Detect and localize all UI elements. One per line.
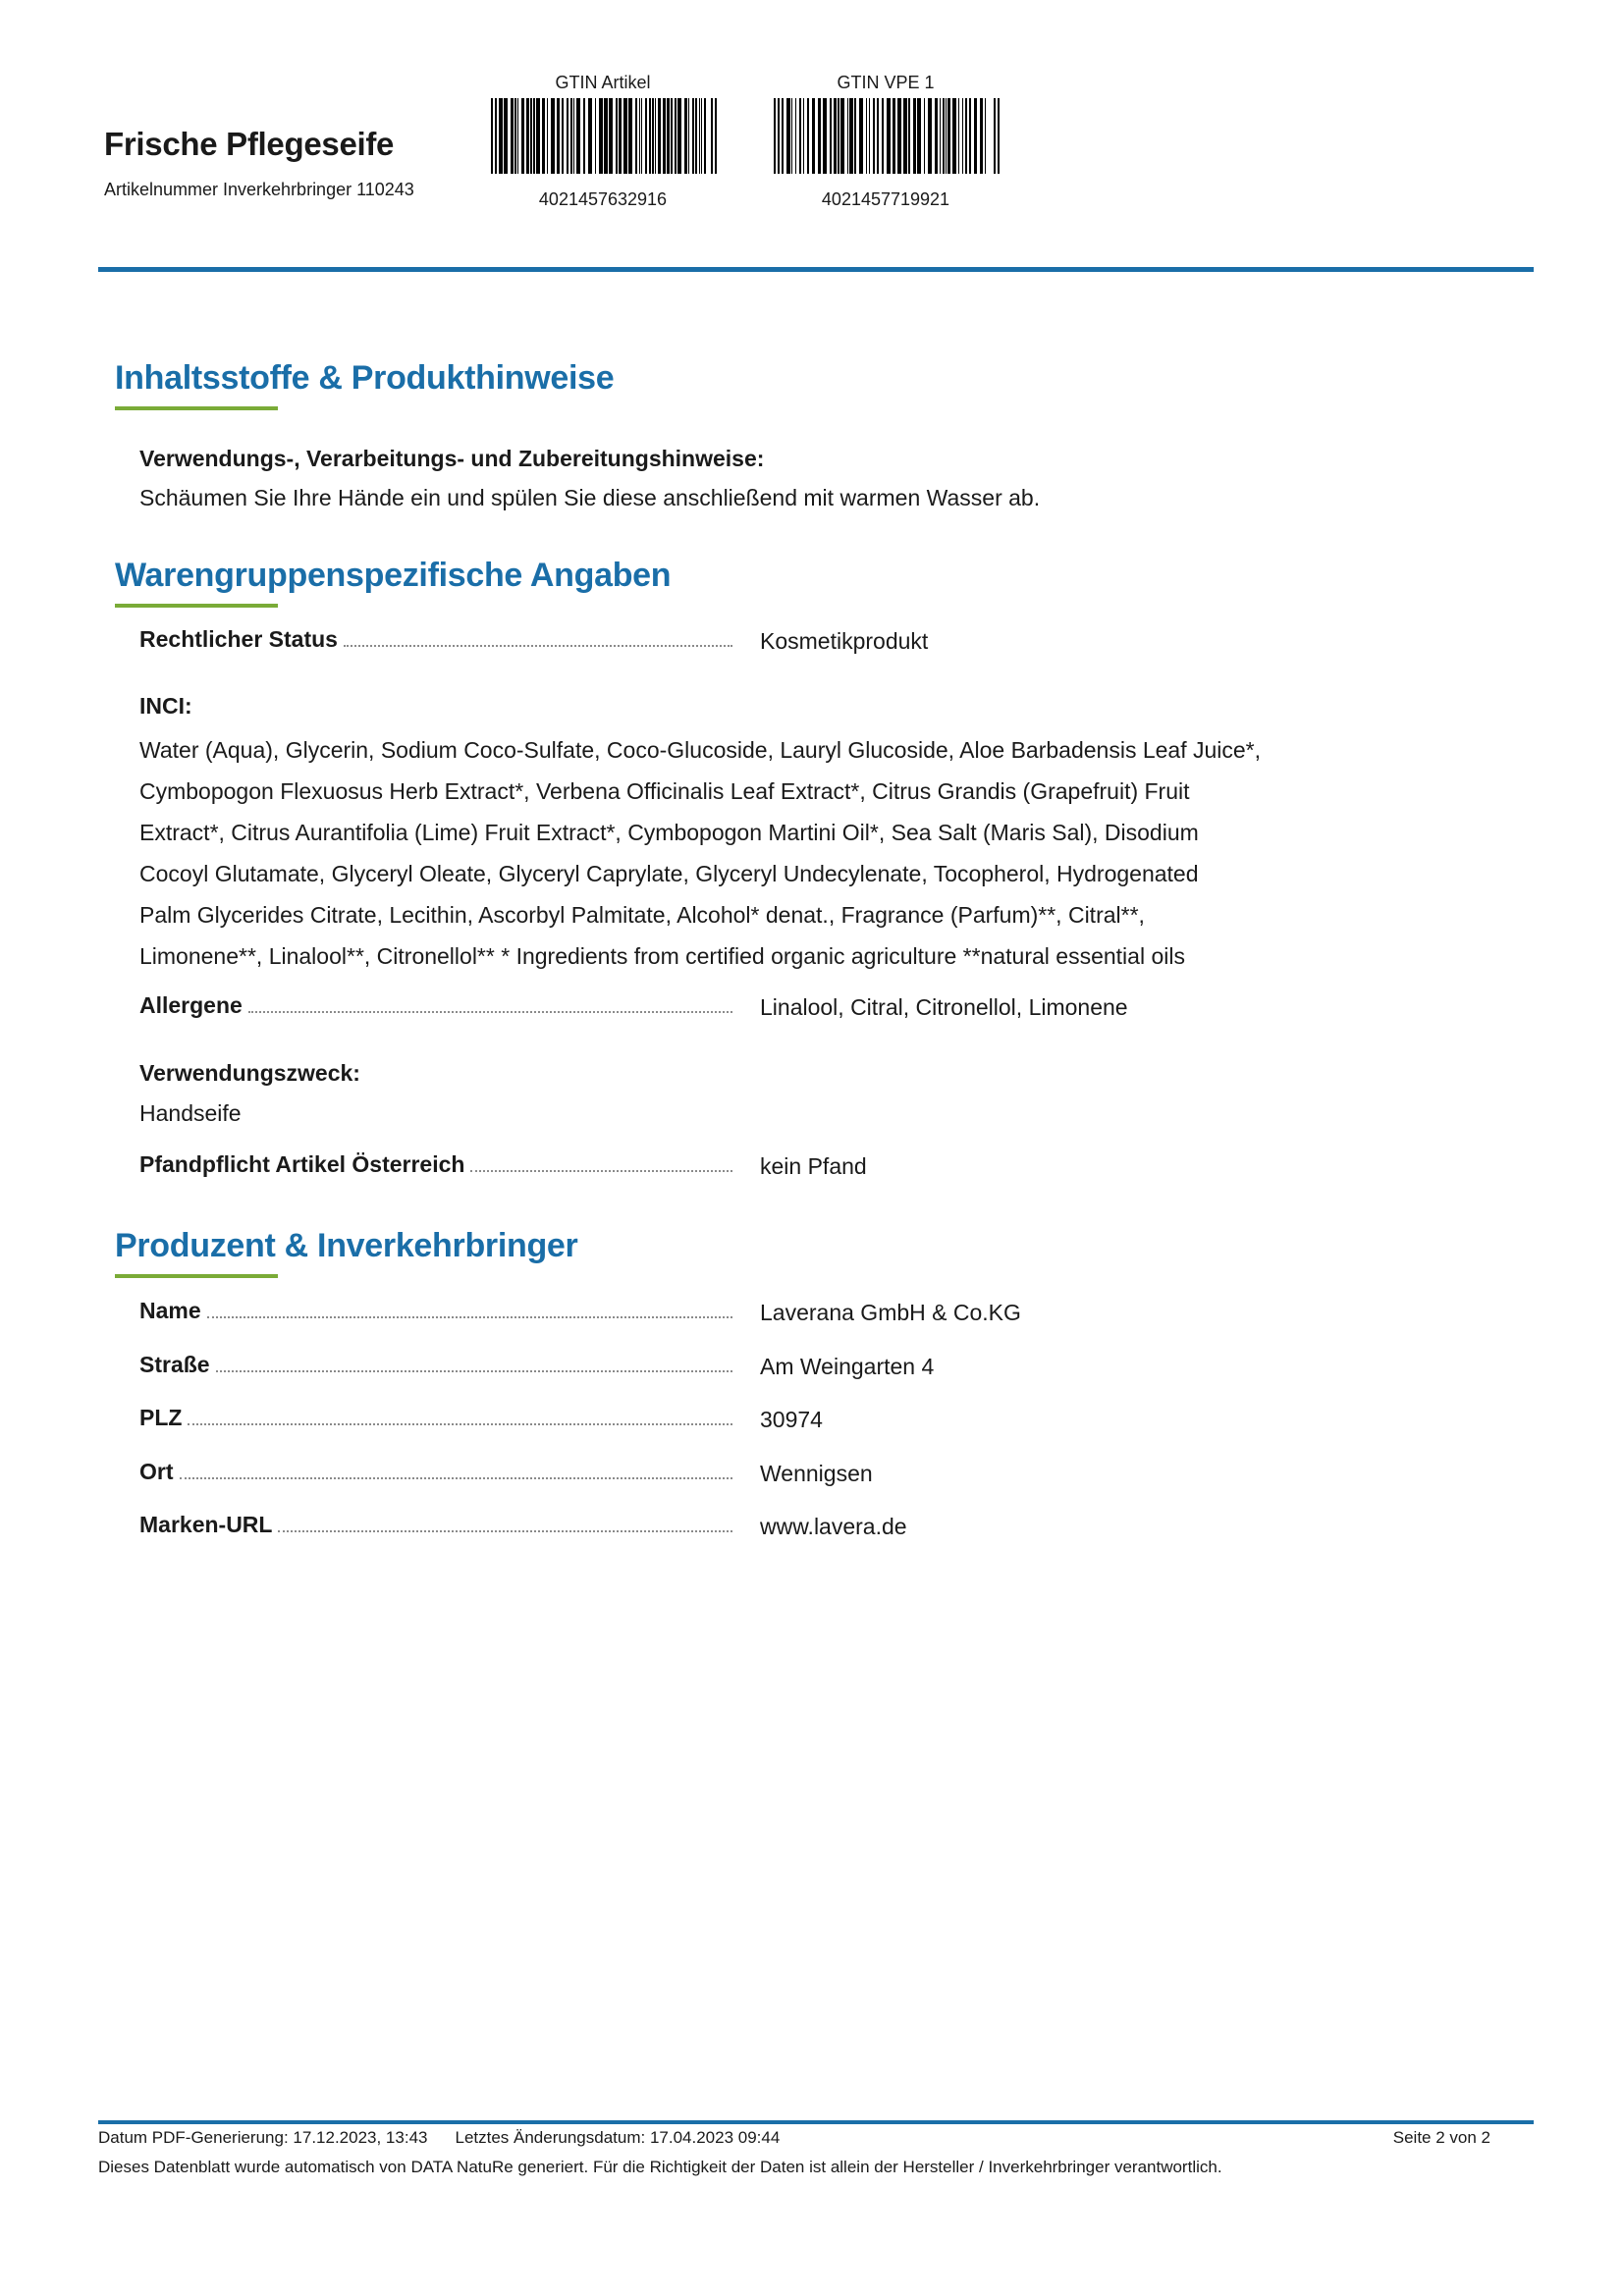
barcode-bar (655, 98, 656, 174)
field-value: Kosmetikprodukt (760, 628, 929, 654)
footer-disclaimer: Dieses Datenblatt wurde automatisch von DATA NatuRe generiert. Für die Richtigkeit der Daten ist allein der Hersteller / Inverkehrbringer verantwortlich. (98, 2158, 1222, 2176)
barcode-number-article: 4021457632916 (538, 189, 668, 209)
barcode-bar (928, 98, 932, 174)
barcode-bar (526, 98, 529, 174)
barcode-bar (635, 98, 637, 174)
barcode-bar (595, 98, 596, 174)
barcode-bar (994, 98, 996, 174)
footer-generated: Datum PDF-Generierung: 17.12.2023, 13:43 (98, 2128, 428, 2147)
footer-dates (98, 2128, 780, 2148)
barcode-bar (521, 98, 524, 174)
field-city (139, 1459, 1219, 1490)
article-number: Artikelnummer Inverkehrbringer 110243 (104, 180, 414, 199)
barcode-bar (547, 98, 548, 174)
usage-label: Verwendungs-, Verarbeitungs- und Zubereitungshinweise: (139, 446, 765, 471)
field-value: kein Pfand (760, 1153, 867, 1179)
barcode-bar (688, 98, 689, 174)
barcode-bar (869, 98, 870, 174)
barcode-bar (859, 98, 863, 174)
section-title-ingredients: Inhaltsstoffe & Produkthinweise (115, 359, 615, 397)
barcode-bar (562, 98, 564, 174)
barcode-label-vpe: GTIN VPE 1 (837, 73, 935, 92)
barcode-label-article: GTIN Artikel (555, 73, 651, 92)
field-label: Allergene (139, 992, 243, 1018)
barcode-bar (946, 98, 947, 174)
barcode-bar (913, 98, 916, 174)
field-name (139, 1298, 1219, 1329)
field-brand-url (139, 1512, 1219, 1543)
barcode-bar (847, 98, 848, 174)
barcode-bar (491, 98, 493, 174)
barcode-bar (623, 98, 627, 174)
brand-url-link[interactable]: www.lavera.de (760, 1514, 907, 1539)
barcode-bar (791, 98, 792, 174)
barcode-bar (699, 98, 700, 174)
barcode-bar (514, 98, 516, 174)
dot-leader (344, 644, 732, 647)
barcode-bar (641, 98, 642, 174)
barcode-bar (557, 98, 560, 174)
barcode-bar (609, 98, 613, 174)
inci-line: Palm Glycerides Citrate, Lecithin, Ascorbyl Palmitate, Alcohol* denat., Fragrance (Parfum)**, Citral**, (139, 902, 1145, 928)
barcode-bar (711, 98, 713, 174)
barcode-bar (701, 98, 702, 174)
barcode-bar (969, 98, 971, 174)
inci-text (139, 729, 1396, 977)
barcode-bar (533, 98, 535, 174)
field-value: Linalool, Citral, Citronellol, Limonene (760, 994, 1128, 1020)
section-underline (115, 604, 278, 608)
barcode-bar (974, 98, 977, 174)
field-allergens (139, 992, 1219, 1024)
barcode-bar (616, 98, 618, 174)
barcode-bar (838, 98, 839, 174)
barcode-bar (570, 98, 572, 174)
barcode-bar (830, 98, 832, 174)
barcode-bar (658, 98, 661, 174)
barcode-bar (998, 98, 1000, 174)
section-title-specific: Warengruppenspezifische Angaben (115, 557, 672, 594)
field-deposit (139, 1151, 1219, 1183)
usage-text: Schäumen Sie Ihre Hände ein und spülen Sie diese anschließend mit warmen Wasser ab. (139, 485, 1041, 510)
barcode-bar (628, 98, 632, 174)
barcode-bar (778, 98, 780, 174)
barcode-article (491, 98, 717, 174)
dot-leader (470, 1169, 732, 1172)
barcode-bar (573, 98, 574, 174)
barcode-bar (866, 98, 867, 174)
barcode-number-vpe: 4021457719921 (821, 189, 950, 209)
barcode-bar (807, 98, 809, 174)
section-underline (115, 406, 278, 410)
dot-leader (216, 1369, 732, 1372)
barcode-bar (567, 98, 568, 174)
barcode-bar (940, 98, 941, 174)
field-label: Straße (139, 1352, 210, 1377)
barcode-bar (511, 98, 514, 174)
barcode-bar (917, 98, 921, 174)
inci-label: INCI: (139, 693, 192, 719)
barcode-bar (649, 98, 651, 174)
dot-leader (207, 1315, 732, 1318)
barcode-bar (834, 98, 837, 174)
barcode-bar (677, 98, 681, 174)
barcode-bar (704, 98, 706, 174)
barcode-bar (499, 98, 503, 174)
footer-changed: Letztes Änderungsdatum: 17.04.2023 09:44 (455, 2128, 781, 2147)
dot-leader (278, 1529, 732, 1532)
field-label: Name (139, 1298, 201, 1323)
barcode-bar (903, 98, 907, 174)
inci-line: Cocoyl Glutamate, Glyceryl Oleate, Glyceryl Caprylate, Glyceryl Undecylenate, Tocopherol, Hydrogenated (139, 861, 1199, 886)
barcode-vpe (774, 98, 1000, 174)
barcode-bar (962, 98, 963, 174)
inci-line: Limonene**, Linalool**, Citronellol** * Ingredients from certified organic agriculture **natural essential oils (139, 943, 1185, 969)
field-postcode (139, 1405, 1219, 1436)
footer-page-number: Seite 2 von 2 (1392, 2128, 1490, 2147)
barcode-bar (667, 98, 670, 174)
barcode-bar (823, 98, 827, 174)
dot-leader (248, 1010, 732, 1013)
barcode-bar (645, 98, 647, 174)
section-title-producer: Produzent & Inverkehrbringer (115, 1227, 578, 1264)
barcode-bar (588, 98, 592, 174)
barcode-bar (812, 98, 815, 174)
barcode-bar (774, 98, 776, 174)
purpose-label: Verwendungszweck: (139, 1060, 360, 1086)
dot-leader (188, 1422, 732, 1425)
barcode-bar (671, 98, 673, 174)
field-legal-status (139, 626, 1219, 658)
barcode-bar (965, 98, 967, 174)
barcode-bar (818, 98, 821, 174)
barcode-bar (877, 98, 879, 174)
barcode-bar (583, 98, 585, 174)
product-title: Frische Pflegeseife (104, 126, 395, 162)
barcode-bar (542, 98, 545, 174)
dot-leader (180, 1476, 733, 1479)
barcode-bar (782, 98, 784, 174)
barcode-bar (786, 98, 790, 174)
barcode-bar (849, 98, 853, 174)
barcode-bar (536, 98, 540, 174)
purpose-value: Handseife (139, 1100, 242, 1126)
barcode-bar (985, 98, 986, 174)
section-underline (115, 1274, 278, 1278)
barcode-bar (947, 98, 950, 174)
barcode-bar (530, 98, 532, 174)
barcode-bar (897, 98, 901, 174)
field-label: Pfandpflicht Artikel Österreich (139, 1151, 465, 1177)
barcode-bar (551, 98, 555, 174)
barcode-bar (887, 98, 891, 174)
barcode-bar (517, 98, 518, 174)
barcode-bar (840, 98, 844, 174)
field-value: Am Weingarten 4 (760, 1354, 935, 1379)
barcode-bar (799, 98, 801, 174)
barcode-bar (663, 98, 666, 174)
inci-line: Extract*, Citrus Aurantifolia (Lime) Fruit Extract*, Cymbopogon Martini Oil*, Sea Salt (Maris Sal), Disodium (139, 820, 1199, 845)
field-value: Laverana GmbH & Co.KG (760, 1300, 1021, 1325)
barcode-bar (893, 98, 895, 174)
field-value: Wennigsen (760, 1461, 873, 1486)
barcode-bar (504, 98, 508, 174)
barcode-bar (980, 98, 983, 174)
barcode-bar (599, 98, 603, 174)
barcode-bar (795, 98, 796, 174)
inci-line: Water (Aqua), Glycerin, Sodium Coco-Sulfate, Coco-Glucoside, Lauryl Glucoside, Aloe Barbadensis Leaf Juice*, (139, 737, 1262, 763)
field-street (139, 1352, 1219, 1383)
barcode-bar (619, 98, 622, 174)
field-label: Rechtlicher Status (139, 626, 338, 652)
field-label: Marken-URL (139, 1512, 273, 1537)
header-divider (98, 267, 1534, 272)
field-label: Ort (139, 1459, 174, 1484)
footer-divider (98, 2120, 1534, 2124)
barcode-bar (854, 98, 856, 174)
barcode-bar (873, 98, 875, 174)
barcode-bar (952, 98, 956, 174)
barcode-bar (652, 98, 654, 174)
barcode-bar (684, 98, 687, 174)
barcode-bar (908, 98, 910, 174)
barcode-bar (639, 98, 640, 174)
barcode-bar (943, 98, 945, 174)
barcode-bar (958, 98, 959, 174)
barcode-bar (675, 98, 677, 174)
barcode-bar (935, 98, 938, 174)
field-value: 30974 (760, 1407, 823, 1432)
barcode-bar (924, 98, 925, 174)
barcode-bar (803, 98, 804, 174)
barcode-bar (604, 98, 608, 174)
barcode-bar (576, 98, 580, 174)
barcode-bar (882, 98, 884, 174)
field-label: PLZ (139, 1405, 183, 1430)
barcode-bar (692, 98, 694, 174)
barcode-bar (715, 98, 717, 174)
barcode-bar (495, 98, 497, 174)
barcode-bar (695, 98, 697, 174)
inci-line: Cymbopogon Flexuosus Herb Extract*, Verbena Officinalis Leaf Extract*, Citrus Grandis (Grapefruit) Fruit (139, 778, 1190, 804)
